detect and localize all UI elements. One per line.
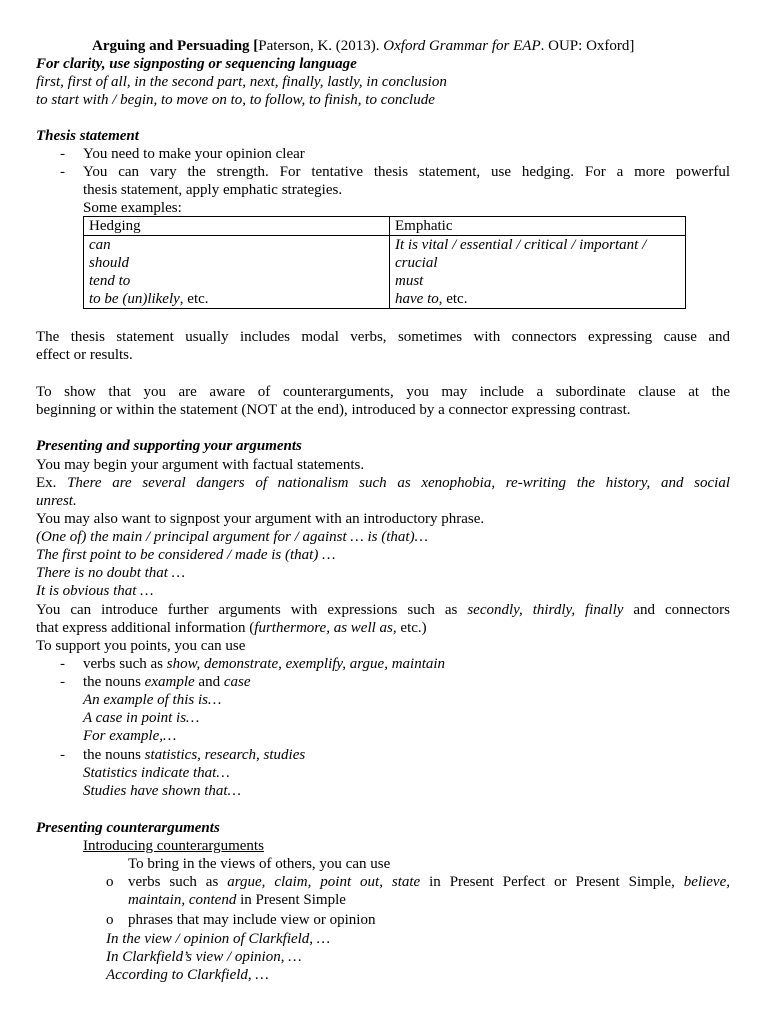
further-text-b: secondly, thirdly, finally — [467, 602, 624, 618]
emphatic-item: have to — [395, 291, 439, 307]
support-example-phrase: A case in point is… — [83, 710, 200, 726]
support-verbs-list: show, demonstrate, exemplify, argue, maintain — [166, 656, 446, 672]
bullet-dash: - — [60, 164, 65, 180]
argument-phrase: There is no doubt that … — [36, 565, 186, 581]
clarity-line-2: to start with / begin, to move on to, to follow, to finish, to conclude — [36, 92, 435, 108]
support-statistics-phrase: Studies have shown that… — [83, 783, 241, 799]
counter-verb: believe, — [683, 874, 730, 890]
examples-label: Some examples: — [83, 200, 182, 216]
counter-example-phrase: In the view / opinion of Clarkfield, … — [106, 931, 331, 947]
hedging-emphatic-table — [83, 216, 686, 309]
table-header-row — [84, 217, 686, 236]
support-bullet-nouns — [83, 673, 250, 691]
example-text: There are several dangers of nationalism such as xenophobia, re-writing the history, and social — [67, 475, 730, 491]
emphatic-item: crucial — [395, 255, 438, 271]
further2-text-c: , etc.) — [392, 620, 427, 636]
support-statistics-list: statistics, research, studies — [144, 747, 306, 763]
arguments-example-line-2: unrest. — [36, 493, 77, 509]
counter-verbs-label: verbs such as — [128, 874, 228, 890]
hedging-item: to be (un)likely — [89, 291, 180, 307]
emphatic-item: It is vital / essential / critical / important / — [395, 237, 647, 253]
hedging-item: can — [89, 237, 111, 253]
counter-example-phrase: In Clarkfield’s view / opinion, … — [106, 949, 302, 965]
counterarguments-intro: To bring in the views of others, you can use — [128, 856, 391, 872]
support-bullet-statistics — [83, 746, 305, 764]
thesis-para-1-line-2: effect or results. — [36, 347, 133, 363]
hedging-item: should — [89, 255, 130, 271]
further2-text-a: that express additional information ( — [36, 620, 255, 636]
counter-bullet-phrases: phrases that may include view or opinion — [128, 912, 376, 928]
support-intro: To support you points, you can use — [36, 638, 246, 654]
counter-tense-text: in Present Simple — [236, 892, 346, 908]
further-text-c: and connectors — [623, 602, 730, 618]
bullet-o: o — [106, 874, 114, 890]
thesis-bullet-1: You need to make your opinion clear — [83, 146, 305, 162]
hedging-item: tend to — [89, 273, 131, 289]
clarity-heading: For clarity, use signposting or sequencing language — [36, 56, 357, 72]
further-arguments-line-1 — [36, 601, 730, 619]
support-bullet-verbs — [83, 655, 445, 673]
support-statistics-phrase: Statistics indicate that… — [83, 765, 230, 781]
table-header-hedging: Hedging — [84, 217, 390, 236]
hedging-cell — [84, 236, 390, 309]
reference-author: Paterson, K. (2013). — [258, 38, 384, 54]
counterarguments-heading: Presenting counterarguments — [36, 820, 220, 836]
support-and: and — [194, 674, 224, 690]
counter-verbs-list: argue, claim, point out, state — [227, 874, 421, 890]
further-arguments-line-2 — [36, 619, 427, 637]
support-noun: example — [144, 674, 195, 690]
counter-example-phrase: According to Clarkfield, … — [106, 967, 269, 983]
bullet-dash: - — [60, 747, 65, 763]
support-nouns-label: the nouns — [83, 674, 145, 690]
arguments-example-line-1 — [36, 474, 730, 492]
bullet-dash: - — [60, 146, 65, 162]
support-verbs-label: verbs such as — [83, 656, 167, 672]
reference-book-title: Oxford Grammar for EAP — [383, 38, 541, 54]
document-title: Arguing and Persuading [ — [92, 38, 259, 54]
argument-phrase: (One of) the main / principal argument for / against … is (that)… — [36, 529, 428, 545]
argument-phrase: It is obvious that … — [36, 583, 154, 599]
thesis-para-1-line-1: The thesis statement usually includes modal verbs, sometimes with connectors expressing cause and — [36, 329, 730, 345]
counter-bullet-verbs-line-2 — [128, 891, 346, 909]
emphatic-item: must — [395, 273, 424, 289]
support-example-phrase: An example of this is… — [83, 692, 222, 708]
hedging-tail: , etc. — [179, 291, 209, 307]
support-noun: case — [223, 674, 251, 690]
counter-tense-text: in Present Perfect or Present Simple, — [420, 874, 684, 890]
reference-publisher: . OUP: Oxford] — [540, 38, 635, 54]
thesis-para-2-line-2: beginning or within the statement (NOT at the end), introduced by a connector expressing contrast. — [36, 402, 631, 418]
thesis-heading: Thesis statement — [36, 128, 139, 144]
thesis-para-2-line-1: To show that you are aware of counterarguments, you may include a subordinate clause at the — [36, 384, 730, 400]
arguments-heading: Presenting and supporting your arguments — [36, 438, 302, 454]
table-row — [84, 236, 686, 309]
arguments-line-1: You may begin your argument with factual statements. — [36, 457, 365, 473]
further-text-a: You can introduce further arguments with expressions such as — [36, 602, 468, 618]
argument-phrase: The first point to be considered / made is (that) … — [36, 547, 336, 563]
counterarguments-subheading: Introducing counterarguments — [83, 838, 264, 854]
document-header — [92, 37, 634, 55]
support-nouns-label: the nouns — [83, 747, 145, 763]
support-example-phrase: For example,… — [83, 728, 177, 744]
bullet-dash: - — [60, 656, 65, 672]
bullet-o: o — [106, 912, 114, 928]
further2-text-b: furthermore, as well as — [254, 620, 393, 636]
counter-verbs-list: maintain, contend — [128, 892, 237, 908]
example-label: Ex. — [36, 475, 68, 491]
arguments-line-2: You may also want to signpost your argument with an introductory phrase. — [36, 511, 485, 527]
counter-bullet-verbs-line-1 — [128, 873, 730, 891]
bullet-dash: - — [60, 674, 65, 690]
thesis-bullet-2-line-2: thesis statement, apply emphatic strategies. — [83, 182, 343, 198]
emphatic-tail: , etc. — [438, 291, 468, 307]
clarity-line-1: first, first of all, in the second part, next, finally, lastly, in conclusion — [36, 74, 447, 90]
emphatic-cell — [390, 236, 686, 309]
table-header-emphatic: Emphatic — [390, 217, 686, 236]
thesis-bullet-2-line-1: You can vary the strength. For tentative thesis statement, use hedging. For a more powerful — [83, 164, 730, 180]
